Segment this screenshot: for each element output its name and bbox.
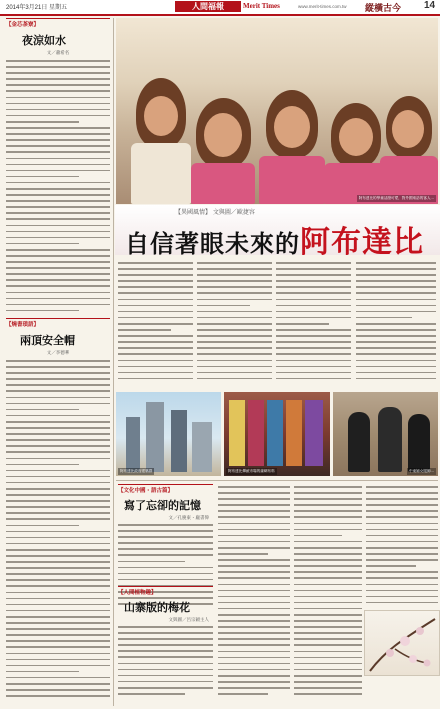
feature-body-col-3 <box>276 262 351 384</box>
headline-part-1: 自信著眼未來的 <box>125 229 300 258</box>
feature-headline <box>125 217 424 261</box>
photo-caption: 中東婦女服飾... <box>409 469 434 473</box>
article-byline: 文／孔慶東・龐書偉 <box>168 516 209 521</box>
article-byline: 文／蕭希名 <box>46 51 70 56</box>
article-title: 夜涼如水 <box>22 34 66 47</box>
article-body <box>6 60 110 311</box>
issue-date: 2014年3月21日 星期五 <box>6 5 68 11</box>
feature-body-col-1 <box>118 262 193 384</box>
article-body <box>118 626 213 695</box>
photo-caption: 阿布達比政府建築群 <box>120 469 153 473</box>
article-title: 山寨版的梅花 <box>124 601 190 614</box>
feature-body-col-4 <box>356 262 436 384</box>
left-article-2 <box>6 318 110 701</box>
website-url: www.merit-times.com.tw <box>298 4 347 9</box>
photo-fabric-market <box>224 392 330 476</box>
bottom-body-col-3 <box>366 486 438 608</box>
section-tag: 【文化中國・語古篇】 <box>118 484 213 494</box>
section-name: 縱橫古今 <box>365 4 402 14</box>
article-title: 寫了忘卻的記憶 <box>124 499 201 512</box>
photo-caption: 阿布達比傳統市場的絲綢布料 <box>228 469 275 473</box>
photo-schoolgirls <box>116 18 438 204</box>
column-divider <box>113 18 114 706</box>
bottom-body-col-2 <box>294 486 362 699</box>
feature-kicker: 【異國風情】 文與圖／歐捷容 <box>175 209 255 216</box>
section-tag: 【金芯茶寮】 <box>6 18 110 28</box>
article-title: 兩頂安全帽 <box>20 334 75 347</box>
bottom-body-col-1 <box>218 486 290 699</box>
feature-banner <box>115 205 440 260</box>
article-byline: 文／李德華 <box>46 351 70 356</box>
photo-plum-blossom <box>364 610 440 676</box>
plum-blossom-icon <box>365 611 439 675</box>
photo-city-buildings <box>116 392 221 476</box>
section-tag: 【人間植物趣】 <box>118 586 213 596</box>
article-byline: 文與圖／呂宗穎主人 <box>168 618 209 623</box>
newspaper-logo: 人間福報 <box>175 1 241 12</box>
left-article-1 <box>6 18 110 316</box>
header-rule <box>0 14 440 16</box>
article-body <box>6 360 110 697</box>
newspaper-logo-english: Merit Times <box>243 2 280 10</box>
plant-column <box>118 586 213 699</box>
photo-women <box>333 392 438 476</box>
headline-part-2: 阿布達比 <box>300 225 424 260</box>
photo-caption: 阿布達比的學童活潑可愛，對外國來訪的客人... <box>358 196 434 200</box>
section-divider <box>116 480 438 481</box>
feature-body-col-2 <box>197 262 272 384</box>
section-tag: 【燒書瑣語】 <box>6 318 110 328</box>
page-number: 14 <box>424 0 436 11</box>
